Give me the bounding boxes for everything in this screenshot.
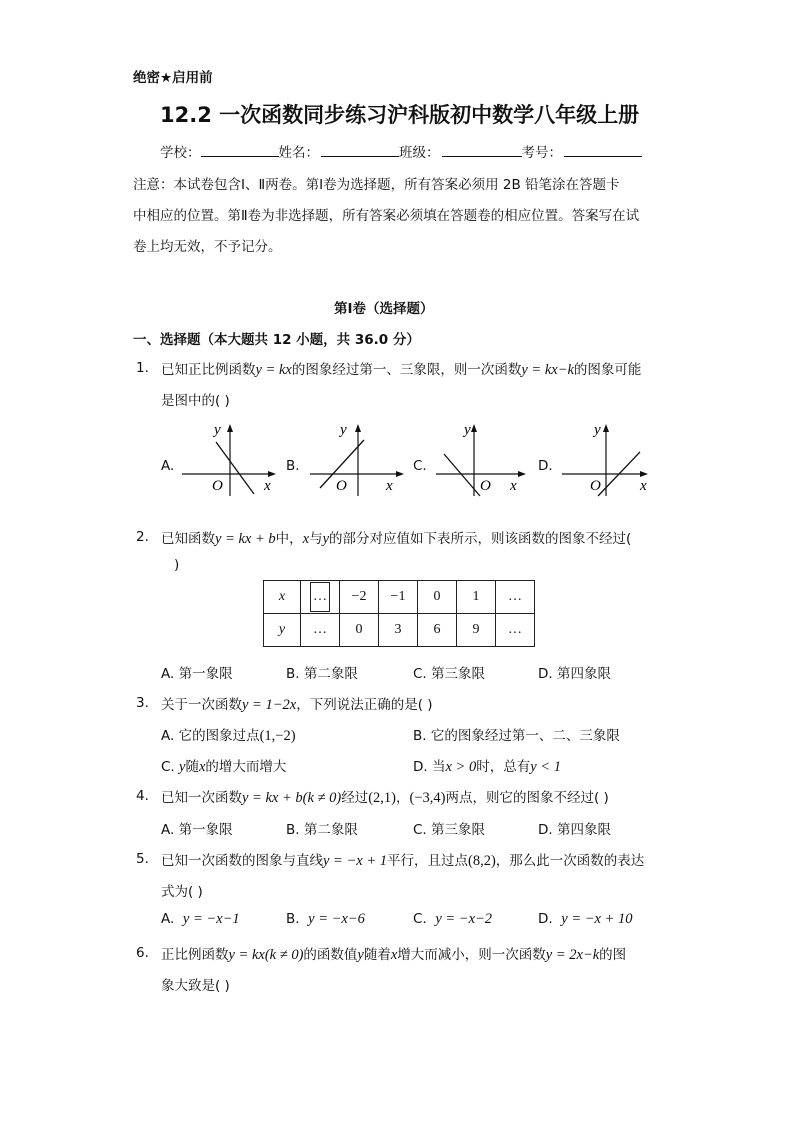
q2-option-a[interactable]: A. 第一象限: [161, 666, 233, 682]
table-cell: …: [496, 581, 535, 614]
q2-value-table: [263, 580, 535, 647]
school-blank[interactable]: [201, 142, 279, 157]
exam-no-blank[interactable]: [564, 142, 642, 157]
q2-option-b[interactable]: B. 第二象限: [286, 666, 358, 682]
q5-option-a[interactable]: [161, 911, 240, 928]
q2-text-3: 与: [309, 531, 323, 547]
x-axis-arrow: [518, 471, 526, 477]
y-axis-arrow: [603, 424, 609, 432]
table-cell-text: …: [310, 582, 330, 612]
y-label: y: [340, 422, 347, 438]
q6-text-2: 的函数值: [303, 947, 358, 963]
name-label: 姓名：: [278, 145, 319, 161]
q3-option-c-var-y: y: [179, 759, 186, 775]
secret-label: 绝密★启用前: [133, 70, 213, 86]
q3-option-d-text-2: 时，总有: [476, 759, 531, 775]
q1-text-1: 已知正比例函数: [161, 362, 256, 378]
q5-option-c-formula: y = −x−2: [435, 911, 493, 927]
q5-number: 5.: [136, 851, 149, 867]
q6-text-5: 的图: [599, 947, 627, 963]
origin-label: O: [336, 478, 347, 494]
q5-option-b-letter: B.: [286, 911, 300, 927]
table-cell: −2: [340, 581, 379, 614]
table-row: [264, 581, 535, 614]
q3-number: 3.: [136, 695, 149, 711]
q4-text-3: ，: [395, 790, 410, 806]
q3-option-d[interactable]: [413, 755, 561, 776]
q3-option-d-text-1: D. 当: [413, 759, 446, 775]
q3-formula-1: y = 1−2x: [242, 697, 297, 713]
q6-stem: [161, 943, 626, 964]
section-title: 第Ⅰ卷（选择题）: [334, 301, 434, 317]
q1-option-a[interactable]: A.: [161, 458, 175, 474]
q1-formula-1: y = kx: [255, 362, 292, 378]
q5-formula-1: y = −x + 1: [323, 853, 387, 869]
exam-no-label: 考号：: [521, 145, 562, 161]
table-cell: −1: [379, 581, 418, 614]
q5-option-d-formula: y = −x + 10: [561, 911, 633, 927]
q3-option-c-letter: C.: [161, 759, 180, 775]
q3-stem: [161, 693, 433, 714]
q5-option-a-letter: A.: [161, 911, 175, 927]
q1-option-d[interactable]: D.: [538, 458, 553, 474]
x-axis-arrow: [640, 471, 648, 477]
q2-stem-line-2: ): [174, 557, 180, 573]
q4-option-a[interactable]: A. 第一象限: [161, 822, 233, 838]
y-label: y: [594, 422, 601, 438]
q4-number: 4.: [136, 788, 149, 804]
q2-number: 2.: [136, 529, 149, 545]
y-label: y: [214, 422, 221, 438]
function-line: [444, 454, 480, 496]
x-label: x: [386, 478, 393, 494]
student-info-line: [160, 141, 642, 161]
table-cell: 0: [418, 581, 457, 614]
q6-text-3: 随着: [363, 947, 391, 963]
notice-line-3: 卷上均无效，不予记分。: [133, 239, 282, 255]
q1-text-2: 的图象经过第一、三象限，则一次函数: [291, 362, 522, 378]
q2-option-c[interactable]: C. 第三象限: [413, 666, 486, 682]
q5-text-2: 平行，且过点: [386, 853, 468, 869]
q3-text-1: 关于一次函数: [161, 697, 242, 713]
q5-point: (8,2): [467, 853, 496, 869]
q1-text-3: 的图象可能: [573, 362, 642, 378]
table-cell: [301, 581, 340, 614]
q4-option-d[interactable]: D. 第四象限: [538, 822, 611, 838]
table-cell: 3: [379, 614, 418, 647]
q3-option-c[interactable]: [161, 755, 286, 776]
q4-point-2: (−3,4): [409, 790, 446, 806]
page-title: 12.2 一次函数同步练习沪科版初中数学八年级上册: [160, 103, 640, 127]
q1-option-b[interactable]: B.: [286, 458, 300, 474]
q6-var-y: y: [357, 947, 364, 963]
table-cell: 9: [457, 614, 496, 647]
table-cell: x: [264, 581, 301, 614]
q3-option-b[interactable]: B. 它的图象经过第一、二、三象限: [413, 728, 620, 744]
q4-option-b[interactable]: B. 第二象限: [286, 822, 358, 838]
q2-var-x: x: [302, 531, 310, 547]
q4-stem: [161, 786, 609, 807]
q5-text-1: 已知一次函数的图象与直线: [161, 853, 323, 869]
x-axis-arrow: [396, 471, 404, 477]
q2-text-4: 的部分对应值如下表所示，则该函数的图象不经过(: [329, 531, 632, 547]
q4-point-1: (2,1): [368, 790, 396, 806]
notice-line-2: 中相应的位置。第Ⅱ卷为非选择题，所有答案必须填在答题卷的相应位置。答案写在试: [133, 208, 640, 224]
table-cell: 1: [457, 581, 496, 614]
x-label: x: [640, 478, 647, 494]
q5-option-c[interactable]: [413, 911, 492, 928]
q2-text-1: 已知函数: [161, 531, 215, 547]
table-cell: …: [301, 614, 340, 647]
q3-option-d-formula-2: y < 1: [530, 759, 561, 775]
x-label: x: [510, 478, 517, 494]
q3-text-2: ，下列说法正确的是( ): [296, 697, 433, 713]
section-heading: 一、选择题（本大题共 12 小题，共 36.0 分）: [133, 332, 420, 348]
q3-option-a-point: (1,−2): [259, 728, 296, 744]
q3-option-d-formula-1: x > 0: [445, 759, 477, 775]
q1-number: 1.: [136, 360, 149, 376]
table-row: [264, 614, 535, 647]
y-axis-arrow: [471, 424, 477, 432]
q6-text-4: 增大而减小，则一次函数: [397, 947, 546, 963]
origin-label: O: [212, 478, 223, 494]
table-cell: …: [496, 614, 535, 647]
q4-text-1: 已知一次函数: [161, 790, 242, 806]
q5-stem: [161, 849, 644, 870]
q1-graph-a: [180, 418, 280, 498]
table-cell: y: [264, 614, 301, 647]
q2-text-2: 中，: [275, 531, 303, 547]
q5-option-b[interactable]: [286, 911, 365, 928]
origin-label: O: [480, 478, 491, 494]
q4-text-4: 两点，则它的图象不经过( ): [445, 790, 609, 806]
q6-text-1: 正比例函数: [161, 947, 229, 963]
q2-var-y: y: [322, 531, 330, 547]
q5-option-d-letter: D.: [538, 911, 553, 927]
q5-option-d[interactable]: [538, 911, 633, 928]
q5-option-b-formula: y = −x−6: [308, 911, 365, 927]
q1-option-c[interactable]: C.: [413, 458, 427, 474]
q1-graph-b: [308, 418, 408, 498]
q4-text-2: 经过: [341, 790, 369, 806]
q1-stem: [161, 358, 641, 379]
y-label: y: [464, 422, 471, 438]
q6-stem-line-2: 象大致是( ): [161, 978, 230, 994]
name-blank[interactable]: [321, 142, 399, 157]
q5-option-c-letter: C.: [413, 911, 427, 927]
origin-label: O: [590, 478, 601, 494]
q5-option-a-formula: y = −x−1: [182, 911, 240, 927]
q1-graph-d: [560, 418, 660, 498]
class-label: 班级：: [399, 145, 440, 161]
q2-formula-1: y = kx + b: [215, 531, 276, 547]
q1-stem-line-2: 是图中的( ): [161, 393, 230, 409]
q5-text-3: ，那么此一次函数的表达: [495, 853, 645, 869]
q3-option-c-text-1: 随: [185, 759, 199, 775]
table-cell: 0: [340, 614, 379, 647]
table-cell: 6: [418, 614, 457, 647]
x-axis-arrow: [268, 471, 276, 477]
y-axis-arrow: [227, 424, 233, 432]
school-label: 学校：: [160, 145, 201, 161]
q4-formula-1: y = kx + b(k ≠ 0): [242, 790, 342, 806]
q2-option-d[interactable]: D. 第四象限: [538, 666, 611, 682]
q2-stem: [161, 527, 631, 548]
q6-var-x: x: [390, 947, 398, 963]
x-label: x: [264, 478, 271, 494]
q3-option-c-text-2: 的增大而增大: [205, 759, 287, 775]
q6-number: 6.: [136, 945, 149, 961]
q6-formula-1: y = kx(k ≠ 0): [228, 947, 304, 963]
q3-option-a[interactable]: [161, 724, 296, 745]
q5-stem-line-2: 式为( ): [161, 884, 203, 900]
q4-option-c[interactable]: C. 第三象限: [413, 822, 486, 838]
q1-formula-2: y = kx−k: [521, 362, 574, 378]
q3-option-c-var-x: x: [198, 759, 206, 775]
class-blank[interactable]: [442, 142, 522, 157]
q6-formula-2: y = 2x−k: [545, 947, 600, 963]
q1-graph-c: [434, 418, 534, 498]
notice-line-1: 注意：本试卷包含Ⅰ、Ⅱ两卷。第Ⅰ卷为选择题，所有答案必须用 2B 铅笔涂在答题卡: [133, 177, 620, 193]
q3-option-a-text: A. 它的图象过点: [161, 728, 260, 744]
y-axis-arrow: [355, 424, 361, 432]
